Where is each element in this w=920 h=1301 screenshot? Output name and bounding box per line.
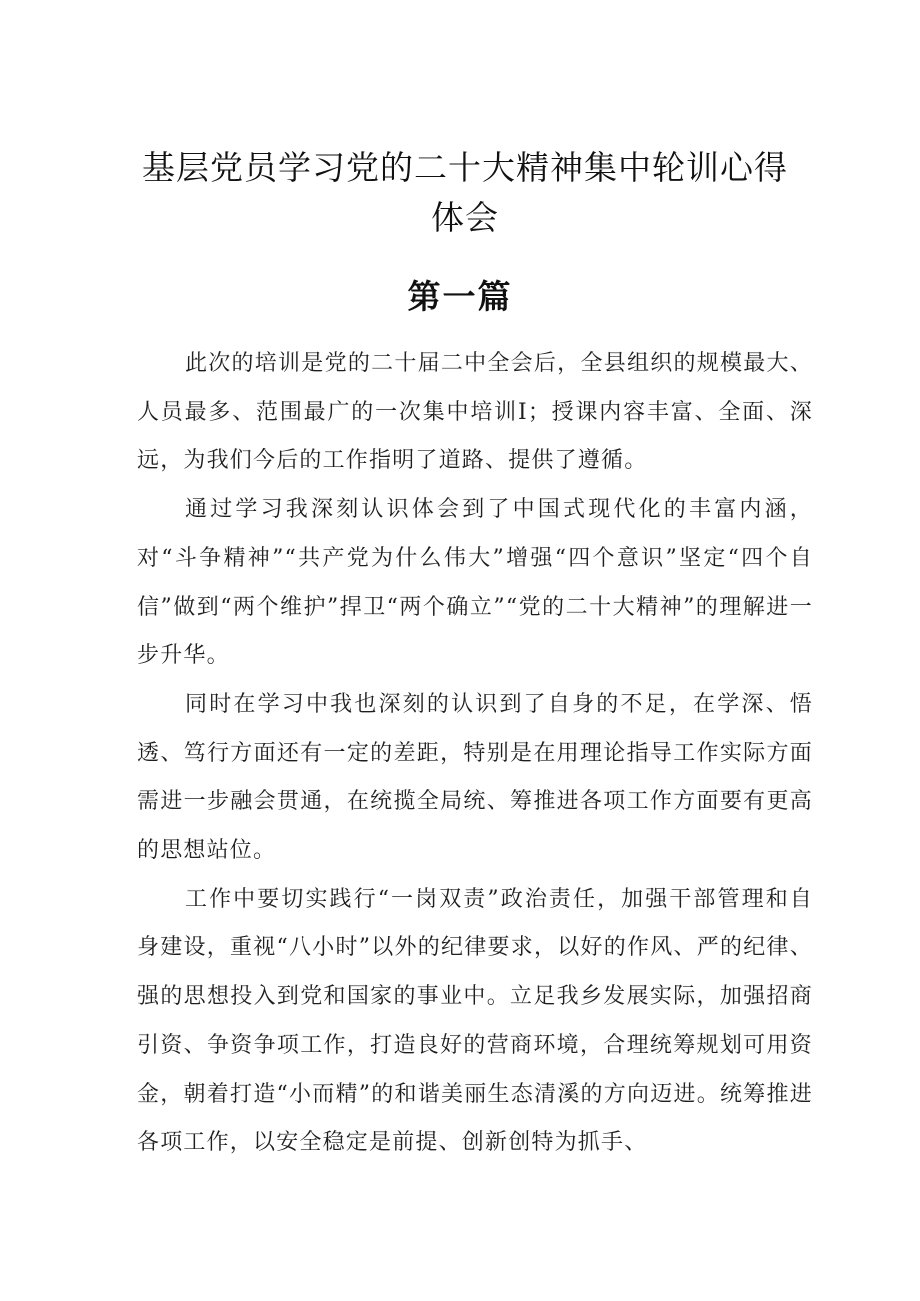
document-body [137,340,813,1168]
paragraph-3: 同时在学习中我也深刻的认识到了自身的不足，在学深、悟透、笃行方面还有一定的差距，特别是在用理论指导工作实际方面需进一步融会贯通，在统揽全局统、筹推进各项工作方面要有更高的思想站位。 [137,691,813,864]
paragraph-2: 通过学习我深刻认识体会到了中国式现代化的丰富内涵，对“斗争精神”“共产党为什么伟大”增强“四个意识”坚定“四个自信”做到“两个维护”捍卫“两个确立”“党的二十大精神”的理解进一步升华。 [137,497,813,669]
document-title-line-2: 体会 [431,198,499,237]
document-title-line-1: 基层党员学习党的二十大精神集中轮训心得 [142,148,788,187]
paragraph-1: 此次的培训是党的二十届二中全会后，全县组织的规模最大、人员最多、范围最广的一次集中培训I；授课内容丰富、全面、深远，为我们今后的工作指明了道路、提供了遵循。 [137,351,813,474]
paragraph-4: 工作中要切实践行“一岗双责”政治责任，加强干部管理和自身建设，重视“八小时”以外的纪律要求，以好的作风、严的纪律、强的思想投入到党和国家的事业中。立足我乡发展实际，加强招商引资、争资争项工作，打造良好的营商环境，合理统筹规划可用资金，朝着打造“小而精”的和谐美丽生态清溪的方向迈进。统筹推进各项工作，以安全稳定是前提、创新创特为抓手、 [137,886,813,1156]
section-heading: 第一篇 [407,277,513,316]
